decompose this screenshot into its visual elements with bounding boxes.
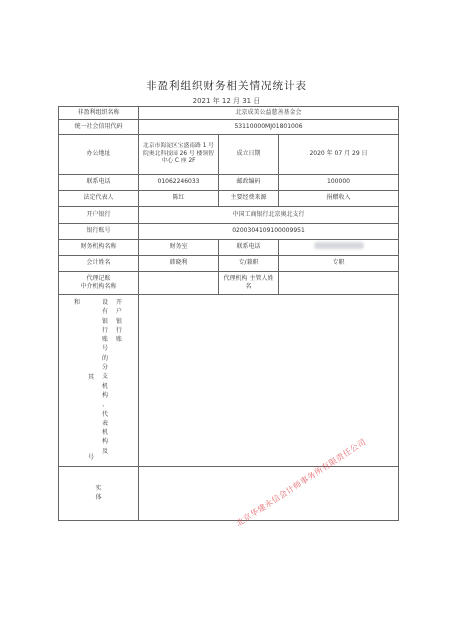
branch-label-end: [87, 453, 95, 462]
branch-label: [59, 295, 139, 467]
postcode-value: 100000: [279, 175, 399, 191]
form-row: [59, 256, 399, 272]
agent-org-value: [139, 272, 219, 295]
postcode-label: 邮政编码: [219, 175, 279, 191]
form-row: [59, 107, 399, 120]
char: 构: [101, 391, 108, 399]
form-row: [59, 272, 399, 295]
parttime-label: 专/兼职: [219, 256, 279, 272]
accountant-value: 韩晓利: [139, 256, 219, 272]
founded-value: 2020 年 07 月 29 日: [279, 135, 399, 175]
form-row: [59, 467, 399, 521]
funding-label: 主要经费来源: [219, 191, 279, 207]
phone-label: 联系电话: [59, 175, 139, 191]
char: 分: [101, 364, 108, 372]
char: 设: [101, 299, 108, 306]
form-row: [59, 224, 399, 240]
char: 账: [115, 336, 122, 344]
company-seal-text: 北京华建永信会计师事务所有限责任公司: [234, 437, 368, 529]
char: 银: [101, 317, 108, 325]
credit-code-value: 53110000MJ01801006: [139, 120, 399, 135]
bank-value: 中国工商银行北京奥北支行: [139, 207, 399, 224]
char: 和: [73, 299, 80, 306]
form-row: [59, 120, 399, 135]
bank-label: 开户银行: [59, 207, 139, 224]
char: 号: [101, 345, 108, 353]
org-name-value: 北京成美公益慈善基金会: [139, 107, 399, 120]
parttime-value: 专职: [279, 256, 399, 272]
credit-code-label: 统一社会信用代码: [59, 120, 139, 135]
page-title: 非盈利组织财务相关情况统计表: [146, 80, 307, 92]
char: 有: [101, 308, 108, 316]
agent-label: [59, 272, 139, 295]
remark-label: [59, 467, 139, 521]
char: 及: [101, 447, 108, 455]
char: 支: [101, 373, 108, 381]
form-row: [59, 207, 399, 224]
char: 户: [115, 308, 122, 316]
form-row: [59, 191, 399, 207]
form-row: [59, 240, 399, 256]
char: 表: [101, 419, 108, 427]
char: 行: [101, 326, 108, 334]
branch-label-column: [101, 298, 109, 456]
org-name-label: 非盈利组织名称: [59, 107, 139, 120]
char: 体: [95, 493, 102, 501]
char: 的: [101, 354, 108, 362]
address-label: 办公地址: [59, 135, 139, 175]
contact-phone-value: [279, 240, 399, 256]
char: 机: [101, 429, 108, 437]
char: 号: [87, 454, 94, 461]
agent-manager-label: 代理机构 主管人姓名: [219, 272, 279, 295]
form-row: [59, 295, 399, 467]
branch-label-col2-rest: [115, 298, 123, 344]
agent-manager-value: [279, 272, 399, 295]
remark-value: [139, 467, 399, 521]
char: 构: [101, 438, 108, 446]
finance-org-label: 财务机构名称: [59, 240, 139, 256]
char: 其: [87, 374, 94, 381]
finance-org-value: 财务室: [139, 240, 219, 256]
redacted-phone: [314, 242, 364, 249]
branch-label-tail: [87, 373, 95, 382]
funding-value: 捐赠收入: [279, 191, 399, 207]
char: 、: [101, 401, 108, 409]
founded-label: 成立日期: [219, 135, 279, 175]
char: 开: [115, 299, 122, 306]
agent-label-line1: 代理记账: [86, 274, 111, 282]
contact-phone-label: 联系电话: [219, 240, 279, 256]
legal-rep-label: 法定代表人: [59, 191, 139, 207]
account-value: 0200304109100009951: [139, 224, 399, 240]
form-row: [59, 175, 399, 191]
form-row: [59, 135, 399, 175]
report-date: 2021 年 12 月 31 日: [192, 97, 261, 105]
accountant-label: 会计姓名: [59, 256, 139, 272]
phone-value: 01062246033: [139, 175, 219, 191]
address-value: 北京市海淀区宝盛南路 1 号院奥北科技园 26 号 楼领智中心 C 座 2F: [139, 135, 219, 175]
legal-rep-value: 陈红: [139, 191, 219, 207]
char: 代: [101, 410, 108, 418]
branch-label-text: [73, 298, 81, 307]
char: 账: [101, 336, 108, 344]
char: 机: [101, 382, 108, 390]
char: 行: [115, 326, 122, 334]
char: 实: [95, 485, 102, 493]
agent-label-line2: 中介机构名称: [80, 283, 117, 290]
char: 银: [115, 317, 122, 325]
account-label: 银行账号: [59, 224, 139, 240]
